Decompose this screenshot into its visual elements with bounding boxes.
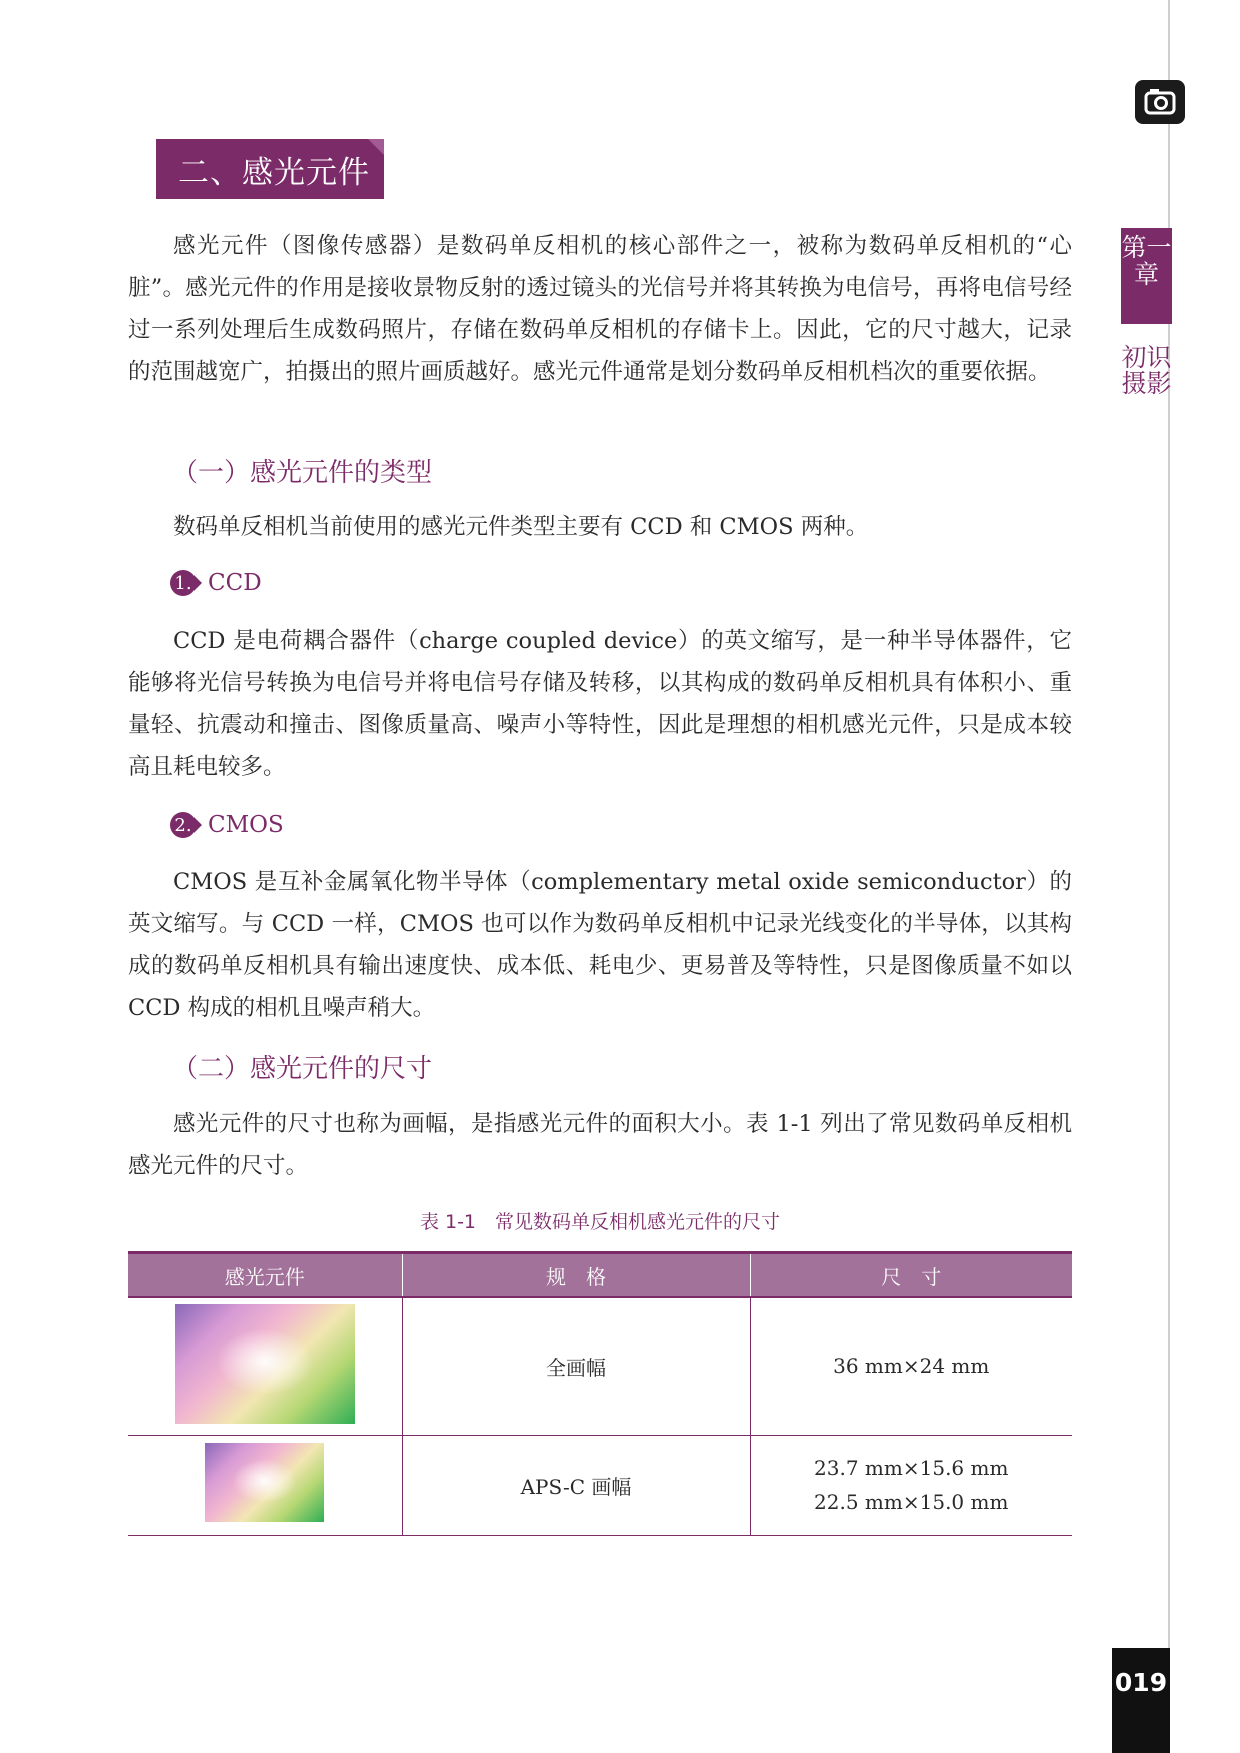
item-heading-ccd bbox=[170, 570, 262, 596]
item-label: CMOS bbox=[208, 812, 284, 838]
sensor-size-table bbox=[128, 1251, 1072, 1536]
section-title: 二、感光元件 bbox=[178, 155, 370, 191]
subsection-heading-sizes: （二）感光元件的尺寸 bbox=[172, 1054, 433, 1084]
page-number: 019 bbox=[1112, 1648, 1170, 1753]
camera-icon bbox=[1135, 80, 1185, 124]
ccd-paragraph: CCD 是电荷耦合器件（charge coupled device）的英文缩写，是一种半导体器件，它能够将光信号转换为电信号并将电信号存储及转移，以其构成的数码单反相机具有体积小、重量轻、抗震动和撞击、图像质量高、噪声小等特性，因此是理想的相机感光元件，只是成本较高且耗电较多。 bbox=[128, 628, 1072, 780]
badge-arrow bbox=[194, 575, 202, 591]
banner-fold bbox=[368, 139, 384, 155]
sensor-image-cell bbox=[128, 1297, 402, 1435]
table-header-row bbox=[128, 1253, 1072, 1298]
types-intro: 数码单反相机当前使用的感光元件类型主要有 CCD 和 CMOS 两种。 bbox=[173, 514, 869, 540]
number-badge: 2. bbox=[170, 812, 196, 838]
section-intro: 感光元件（图像传感器）是数码单反相机的核心部件之一，被称为数码单反相机的“心脏”。感光元件的作用是接收景物反射的透过镜头的光信号并将其转换为电信号，再将电信号经过一系列处理后生成数码照片，存储在数码单反相机的存储卡上。因此，它的尺寸越大，记录的范围越宽广，拍摄出的照片画质越好。感光元件通常是划分数码单反相机档次的重要依据。 bbox=[128, 233, 1072, 385]
subsection-heading-types: （一）感光元件的类型 bbox=[172, 458, 433, 488]
number-badge: 1. bbox=[170, 570, 196, 596]
cmos-paragraph: CMOS 是互补金属氧化物半导体（complementary metal oxide semiconductor）的英文缩写。与 CCD 一样，CMOS 也可以作为数码单反相机中记录光线变化的半导体，以其构成的数码单反相机具有输出速度快、成本低、耗电少、更易普及等特性，只是图像质量不如以 CCD 构成的相机且噪声稍大。 bbox=[128, 869, 1072, 1021]
chapter-label: 第一章 bbox=[1121, 233, 1172, 289]
column-header: 尺 寸 bbox=[750, 1253, 1072, 1298]
size-cell bbox=[750, 1435, 1072, 1535]
table-caption: 表 1-1 常见数码单反相机感光元件的尺寸 bbox=[419, 1211, 781, 1233]
badge-arrow bbox=[194, 817, 202, 833]
table-row bbox=[128, 1435, 1072, 1535]
item-heading-cmos bbox=[170, 812, 284, 838]
sensor-image-cell bbox=[128, 1435, 402, 1535]
sizes-intro: 感光元件的尺寸也称为画幅，是指感光元件的面积大小。表 1-1 列出了常见数码单反相机感光元件的尺寸。 bbox=[128, 1111, 1072, 1179]
full-frame-sensor-image bbox=[175, 1304, 355, 1424]
spec-cell: APS-C 画幅 bbox=[402, 1435, 750, 1535]
size-value: 23.7 mm×15.6 mm bbox=[814, 1456, 1009, 1480]
column-header: 规 格 bbox=[402, 1253, 750, 1298]
size-cell bbox=[750, 1297, 1072, 1435]
chapter-tab bbox=[1121, 228, 1172, 324]
column-header: 感光元件 bbox=[128, 1253, 402, 1298]
size-value: 22.5 mm×15.0 mm bbox=[814, 1490, 1009, 1514]
chapter-title: 初识摄影 bbox=[1121, 343, 1172, 398]
table-row bbox=[128, 1297, 1072, 1435]
item-label: CCD bbox=[208, 570, 262, 596]
aps-c-sensor-image bbox=[205, 1443, 324, 1522]
size-value: 36 mm×24 mm bbox=[833, 1354, 990, 1379]
spec-cell: 全画幅 bbox=[402, 1297, 750, 1435]
